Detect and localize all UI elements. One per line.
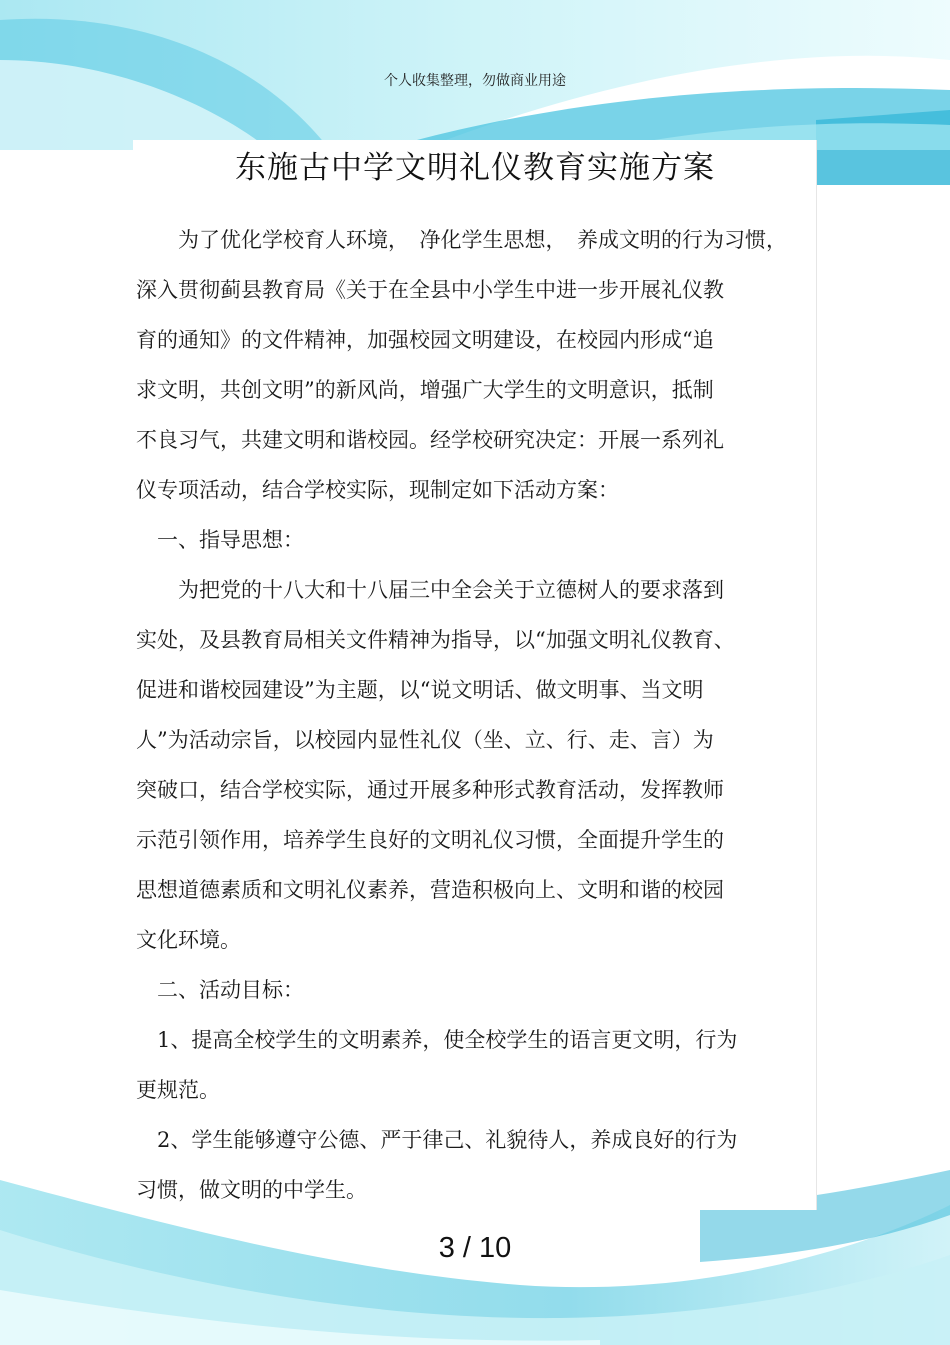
body-line: 仪专项活动，结合学校实际，现制定如下活动方案：	[136, 478, 619, 502]
body-line: 人”为活动宗旨，以校园内显性礼仪（坐、立、行、走、言）为	[136, 728, 714, 752]
body-line: 思想道德素质和文明礼仪素养，营造积极向上、文明和谐的校园	[136, 878, 724, 902]
body-line: 文化环境。	[136, 928, 241, 952]
body-line: 为了优化学校育人环境， 净化学生思想， 养成文明的行为习惯，	[136, 228, 787, 252]
body-line: 促进和谐校园建设”为主题，以“说文明话、做文明事、当文明	[136, 678, 704, 702]
section-heading-activity-goals: 二、活动目标：	[136, 978, 304, 1002]
body-line: 深入贯彻蓟县教育局《关于在全县中小学生中进一步开展礼仪教	[136, 278, 724, 302]
header-note: 个人收集整理，勿做商业用途	[384, 73, 566, 89]
body-line: 更规范。	[136, 1078, 220, 1102]
body-line: 突破口，结合学校实际，通过开展多种形式教育活动，发挥教师	[136, 778, 724, 802]
page-number: 3 / 10	[438, 1232, 512, 1264]
document-body	[136, 215, 816, 1215]
body-line: 育的通知》的文件精神，加强校园文明建设，在校园内形成“追	[136, 328, 714, 352]
section-heading-guiding-ideology: 一、指导思想：	[136, 528, 304, 552]
body-line: 示范引领作用，培养学生良好的文明礼仪习惯，全面提升学生的	[136, 828, 724, 852]
document-title: 东施古中学文明礼仪教育实施方案	[235, 150, 715, 186]
goal-item-1: 1、提高全校学生的文明素养，使全校学生的语言更文明，行为	[136, 1028, 738, 1052]
body-line: 习惯，做文明的中学生。	[136, 1178, 367, 1202]
body-line: 求文明，共创文明”的新风尚，增强广大学生的文明意识，抵制	[136, 378, 714, 402]
body-line: 为把党的十八大和十八届三中全会关于立德树人的要求落到	[136, 578, 724, 602]
body-line: 不良习气，共建文明和谐校园。经学校研究决定：开展一系列礼	[136, 428, 724, 452]
body-line: 实处，及县教育局相关文件精神为指导，以“加强文明礼仪教育、	[136, 628, 735, 652]
goal-item-2: 2、学生能够遵守公德、严于律己、礼貌待人，养成良好的行为	[136, 1128, 738, 1152]
